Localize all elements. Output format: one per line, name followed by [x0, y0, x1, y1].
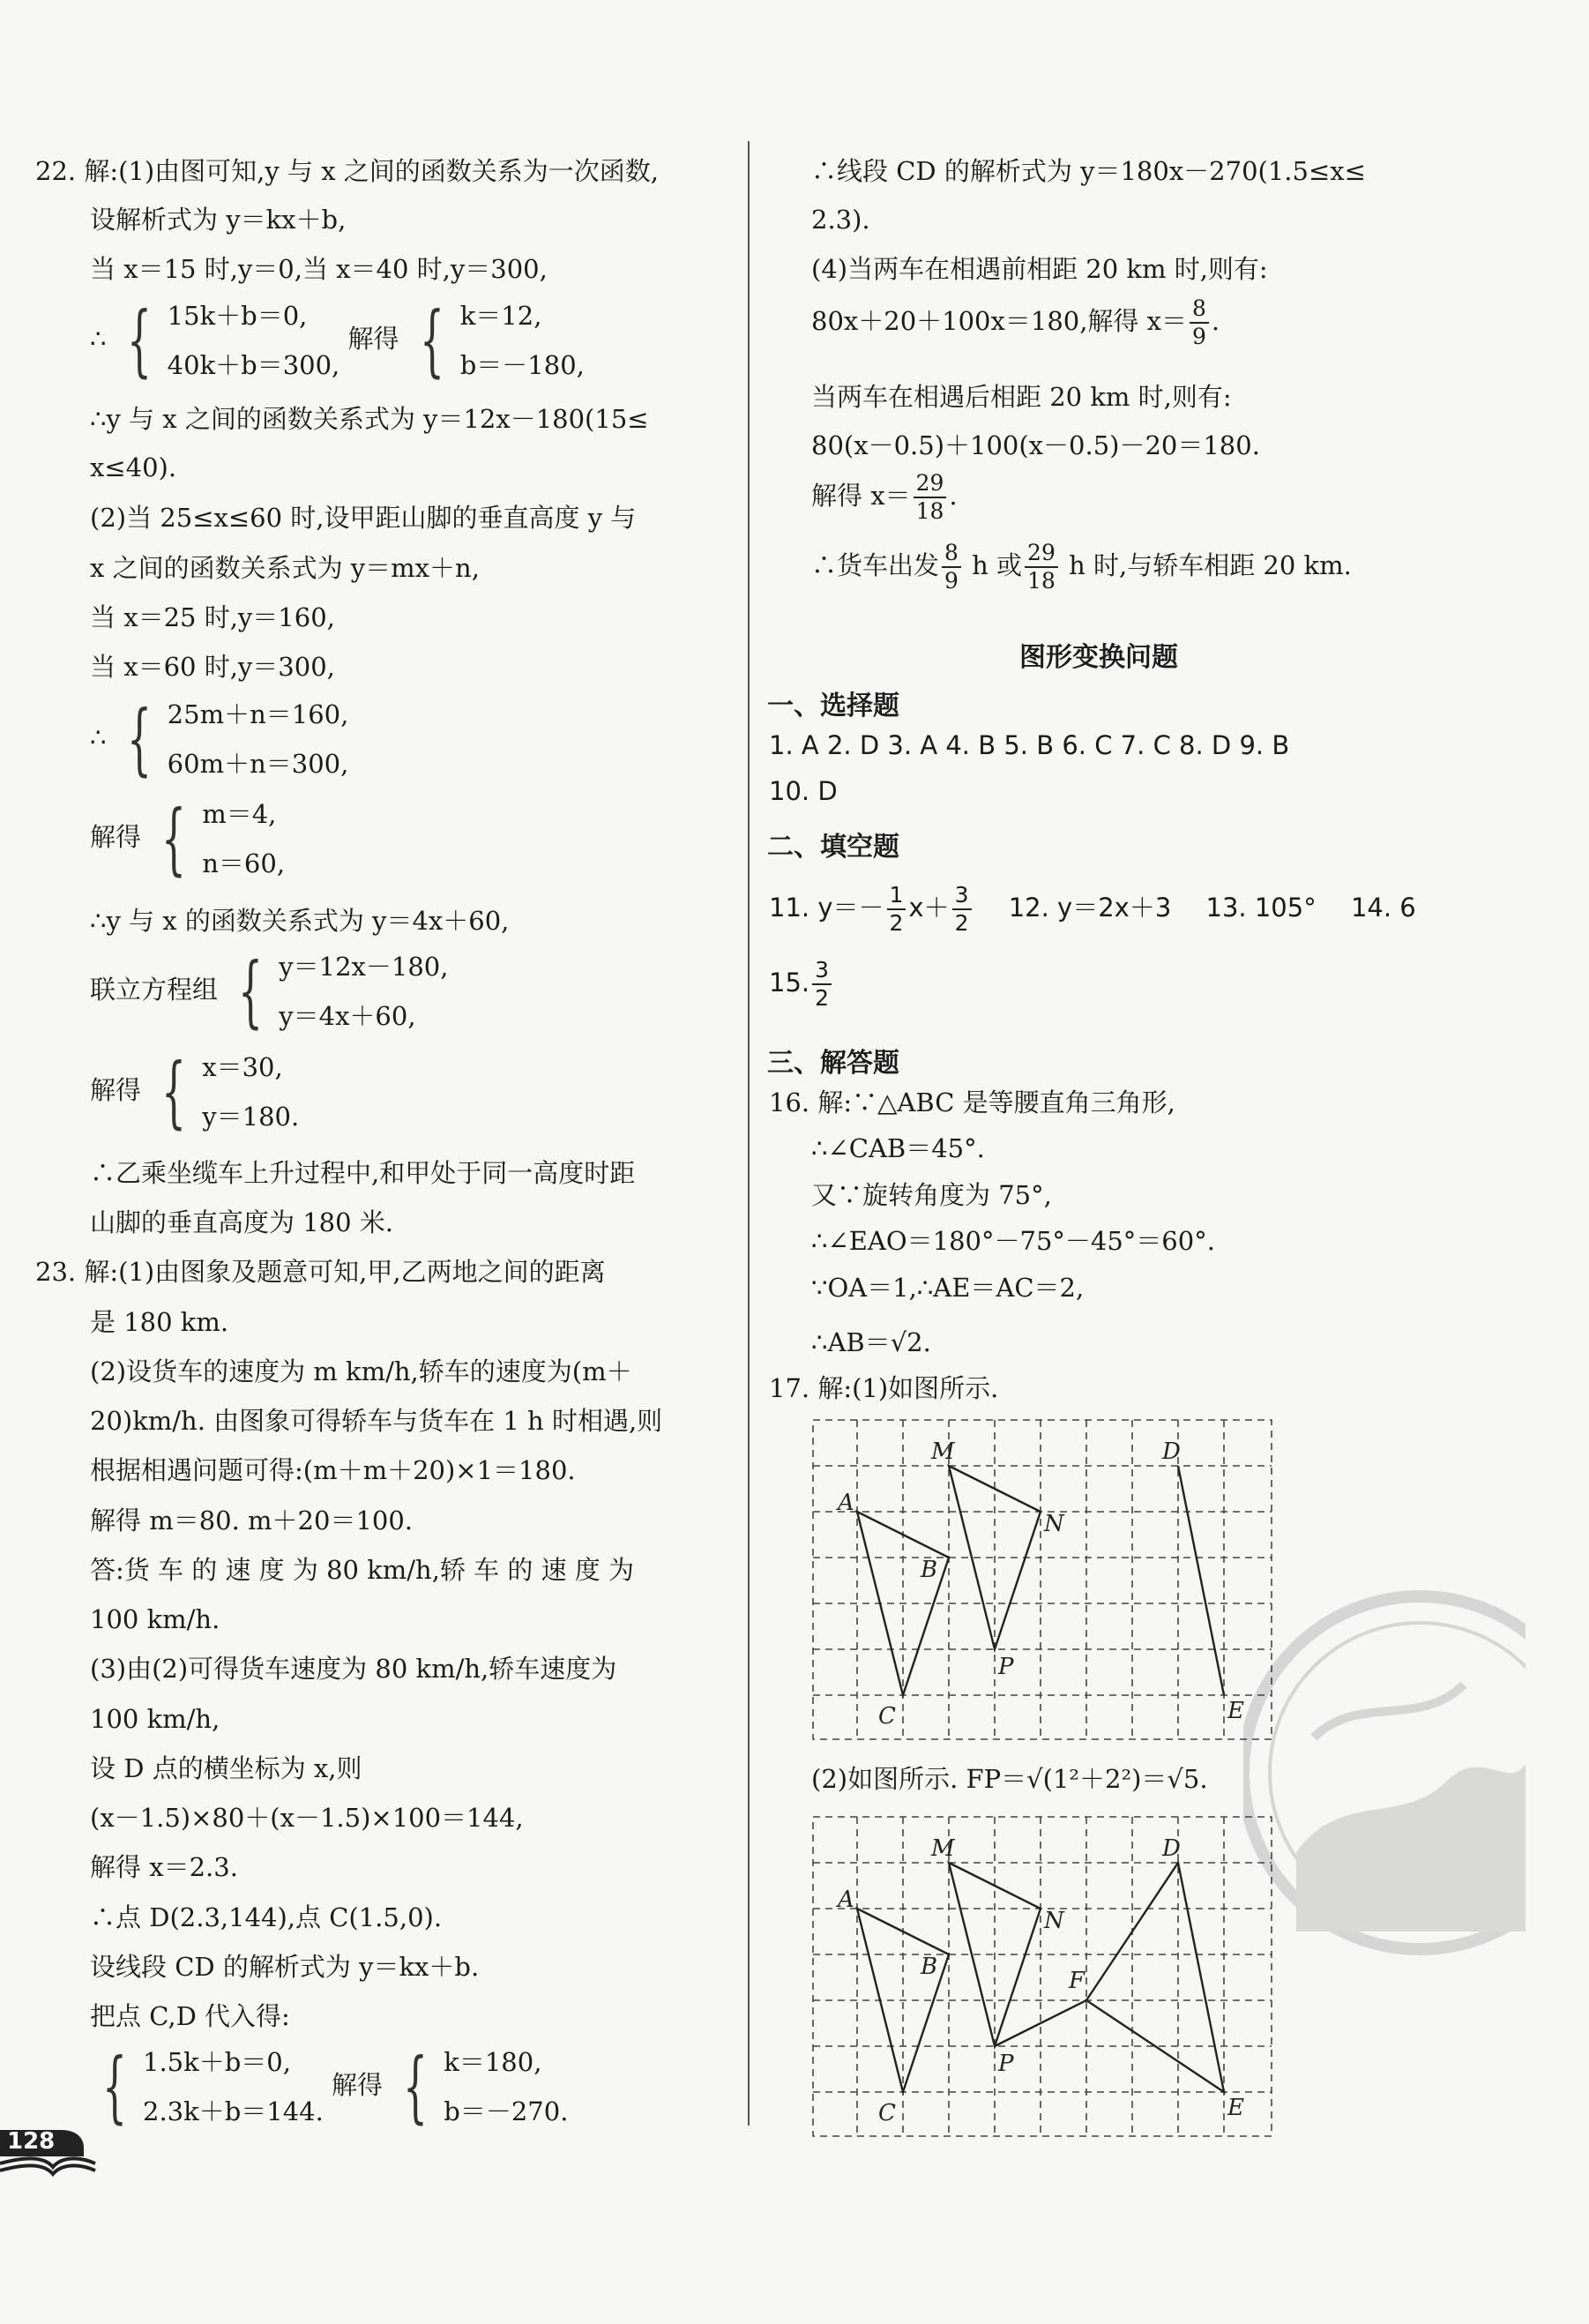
q22-solve3: 解得 { x＝30, y＝180.	[90, 1046, 300, 1137]
label-B: B	[921, 1557, 938, 1583]
q16-line2: ∴∠CAB＝45°.	[811, 1133, 985, 1163]
q23-line2: 是 180 km.	[90, 1307, 229, 1337]
label-M: M	[931, 1438, 955, 1465]
q22-system1: ∴ { 15k＋b＝0, 40k＋b＝300, 解得 { k＝12, b＝－180,	[90, 295, 585, 385]
q16-line4: ∴∠EAO＝180°－75°－45°＝60°.	[811, 1226, 1215, 1256]
page-number: 128	[7, 2128, 56, 2155]
q23-line8: 100 km/h.	[90, 1604, 220, 1634]
label2-D: D	[1162, 1835, 1181, 1862]
grid-figure-2	[811, 1815, 1279, 2141]
label-N: N	[1044, 1511, 1064, 1537]
q23-cont-line8: ∴货车出发 $\frac{8}{9}$ h 或 $\frac{29}{18}$ h 时,与轿车相距 20 km.	[811, 540, 1352, 594]
q23-line3: (2)设货车的速度为 m km/h,轿车的速度为(m＋	[90, 1356, 632, 1386]
q22-line3: 当 x＝15 时,y＝0,当 x＝40 时,y＝300,	[90, 254, 548, 284]
q16-line5: ∵OA＝1,∴AE＝AC＝2,	[811, 1273, 1085, 1303]
q16-line1: 16. 解:∵△ABC 是等腰直角三角形,	[769, 1087, 1175, 1117]
label2-C: C	[878, 2100, 896, 2126]
grid-figure-1	[811, 1418, 1279, 1745]
fill-answers-row1: 11. y＝－ $\frac{1}{2}$ x＋ $\frac{3}{2}$ 12. y＝2x＋3 13. 105° 14. 6	[769, 882, 1416, 936]
q16-line3: 又∵旋转角度为 75°,	[811, 1180, 1052, 1210]
q23-line15: 设线段 CD 的解析式为 y＝kx＋b.	[90, 1952, 480, 1982]
label2-B: B	[921, 1954, 938, 1980]
q22-line17: 山脚的垂直高度为 180 米.	[90, 1207, 394, 1237]
q23-cont-line2: 2.3).	[811, 205, 870, 235]
q23-cont-line4: 80x＋20＋100x＝180,解得 x＝ $\frac{8}{9}$ .	[811, 295, 1220, 349]
path-pfedf	[995, 1863, 1224, 2092]
q23-line12: (x－1.5)×80＋(x－1.5)×100＝144,	[90, 1803, 524, 1833]
label-C: C	[878, 1703, 896, 1730]
label2-M: M	[931, 1835, 955, 1862]
q22-line6: x≤40).	[90, 452, 177, 482]
q22-line7: (2)当 25≤x≤60 时,设甲距山脚的垂直高度 y 与	[90, 503, 637, 533]
q23-line16: 把点 C,D 代入得:	[90, 2001, 290, 2031]
q23-line6: 解得 m＝80. m＋20＝100.	[90, 1506, 414, 1536]
segment-de	[1178, 1466, 1224, 1695]
q23-system: { 1.5k＋b＝0, 2.3k＋b＝144. 解得 { k＝180, b＝－270.	[102, 2041, 569, 2132]
q22-line1: 22. 解:(1)由图可知,y 与 x 之间的函数关系为一次函数,	[35, 156, 660, 186]
q23-cont-line5: 当两车在相遇后相距 20 km 时,则有:	[811, 382, 1232, 412]
q23-line11: 设 D 点的横坐标为 x,则	[90, 1753, 362, 1783]
q22-line2: 设解析式为 y＝kx＋b,	[90, 205, 347, 235]
q22-line16: ∴乙乘坐缆车上升过程中,和甲处于同一高度时距	[90, 1158, 636, 1188]
seal-watermark	[1243, 1561, 1526, 1984]
q22-line10: 当 x＝60 时,y＝300,	[90, 652, 335, 682]
q22-line5: ∴y 与 x 之间的函数关系式为 y＝12x－180(15≤	[90, 404, 649, 434]
q23-line9: (3)由(2)可得货车速度为 80 km/h,轿车速度为	[90, 1654, 617, 1684]
q23-line10: 100 km/h,	[90, 1704, 220, 1734]
q23-cont-line6: 80(x－0.5)＋100(x－0.5)－20＝180.	[811, 430, 1260, 460]
label-E: E	[1227, 1698, 1244, 1724]
q23-cont-line3: (4)当两车在相遇前相距 20 km 时,则有:	[811, 254, 1268, 284]
q22-solve2: 解得 { m＝4, n＝60,	[90, 793, 286, 884]
label2-N: N	[1044, 1908, 1064, 1934]
q23-line4: 20)km/h. 由图象可得轿车与货车在 1 h 时相遇,则	[90, 1406, 663, 1436]
q23-line5: 根据相遇问题可得:(m＋m＋20)×1＝180.	[90, 1455, 576, 1485]
q17-line2: (2)如图所示. FP＝√(1²＋2²)＝√5.	[811, 1764, 1208, 1794]
mc-answers-1: 1. A 2. D 3. A 4. B 5. B 6. C 7. C 8. D 9. B	[769, 730, 1290, 760]
q23-line13: 解得 x＝2.3.	[90, 1852, 238, 1882]
label2-P: P	[998, 2051, 1014, 2077]
label-D: D	[1162, 1438, 1181, 1465]
q23-cont-line7: 解得 x＝ $\frac{29}{18}$ .	[811, 470, 958, 524]
q22-line9: 当 x＝25 时,y＝160,	[90, 602, 335, 632]
label-A: A	[838, 1490, 854, 1516]
heading-fill: 二、填空题	[767, 832, 899, 863]
q23-cont-line1: ∴线段 CD 的解析式为 y＝180x－270(1.5≤x≤	[811, 156, 1366, 186]
label-P: P	[998, 1654, 1014, 1680]
q17-line1: 17. 解:(1)如图所示.	[769, 1373, 999, 1403]
heading-choice: 一、选择题	[767, 691, 899, 721]
q23-line14: ∴点 D(2.3,144),点 C(1.5,0).	[90, 1902, 443, 1932]
q22-line8: x 之间的函数关系式为 y＝mx＋n,	[90, 553, 480, 583]
label2-E: E	[1227, 2095, 1244, 2121]
q16-line6: ∴AB＝√2.	[811, 1327, 931, 1357]
page-number-badge	[0, 2121, 97, 2183]
q22-system2: ∴ { 25m＋n＝160, 60m＋n＝300,	[90, 693, 349, 784]
mc-answers-2: 10. D	[769, 776, 838, 806]
q22-line13: ∴y 与 x 的函数关系式为 y＝4x＋60,	[90, 906, 510, 936]
column-divider	[748, 141, 750, 2126]
label2-F: F	[1069, 1968, 1085, 1994]
heading-solve: 三、解答题	[767, 1048, 899, 1079]
q23-line7: 答:货 车 的 速 度 为 80 km/h,轿 车 的 速 度 为	[90, 1555, 635, 1585]
grid-lines-2	[813, 1817, 1272, 2136]
q22-system3: 联立方程组 { y＝12x－180, y＝4x＋60,	[90, 945, 449, 1036]
fill-answers-row2: 15. $\frac{3}{2}$	[769, 957, 834, 1012]
section-title: 图形变换问题	[1019, 642, 1178, 673]
grid-lines-1	[813, 1420, 1272, 1739]
label2-A: A	[838, 1887, 854, 1913]
q23-line1: 23. 解:(1)由图象及题意可知,甲,乙两地之间的距离	[35, 1257, 606, 1287]
